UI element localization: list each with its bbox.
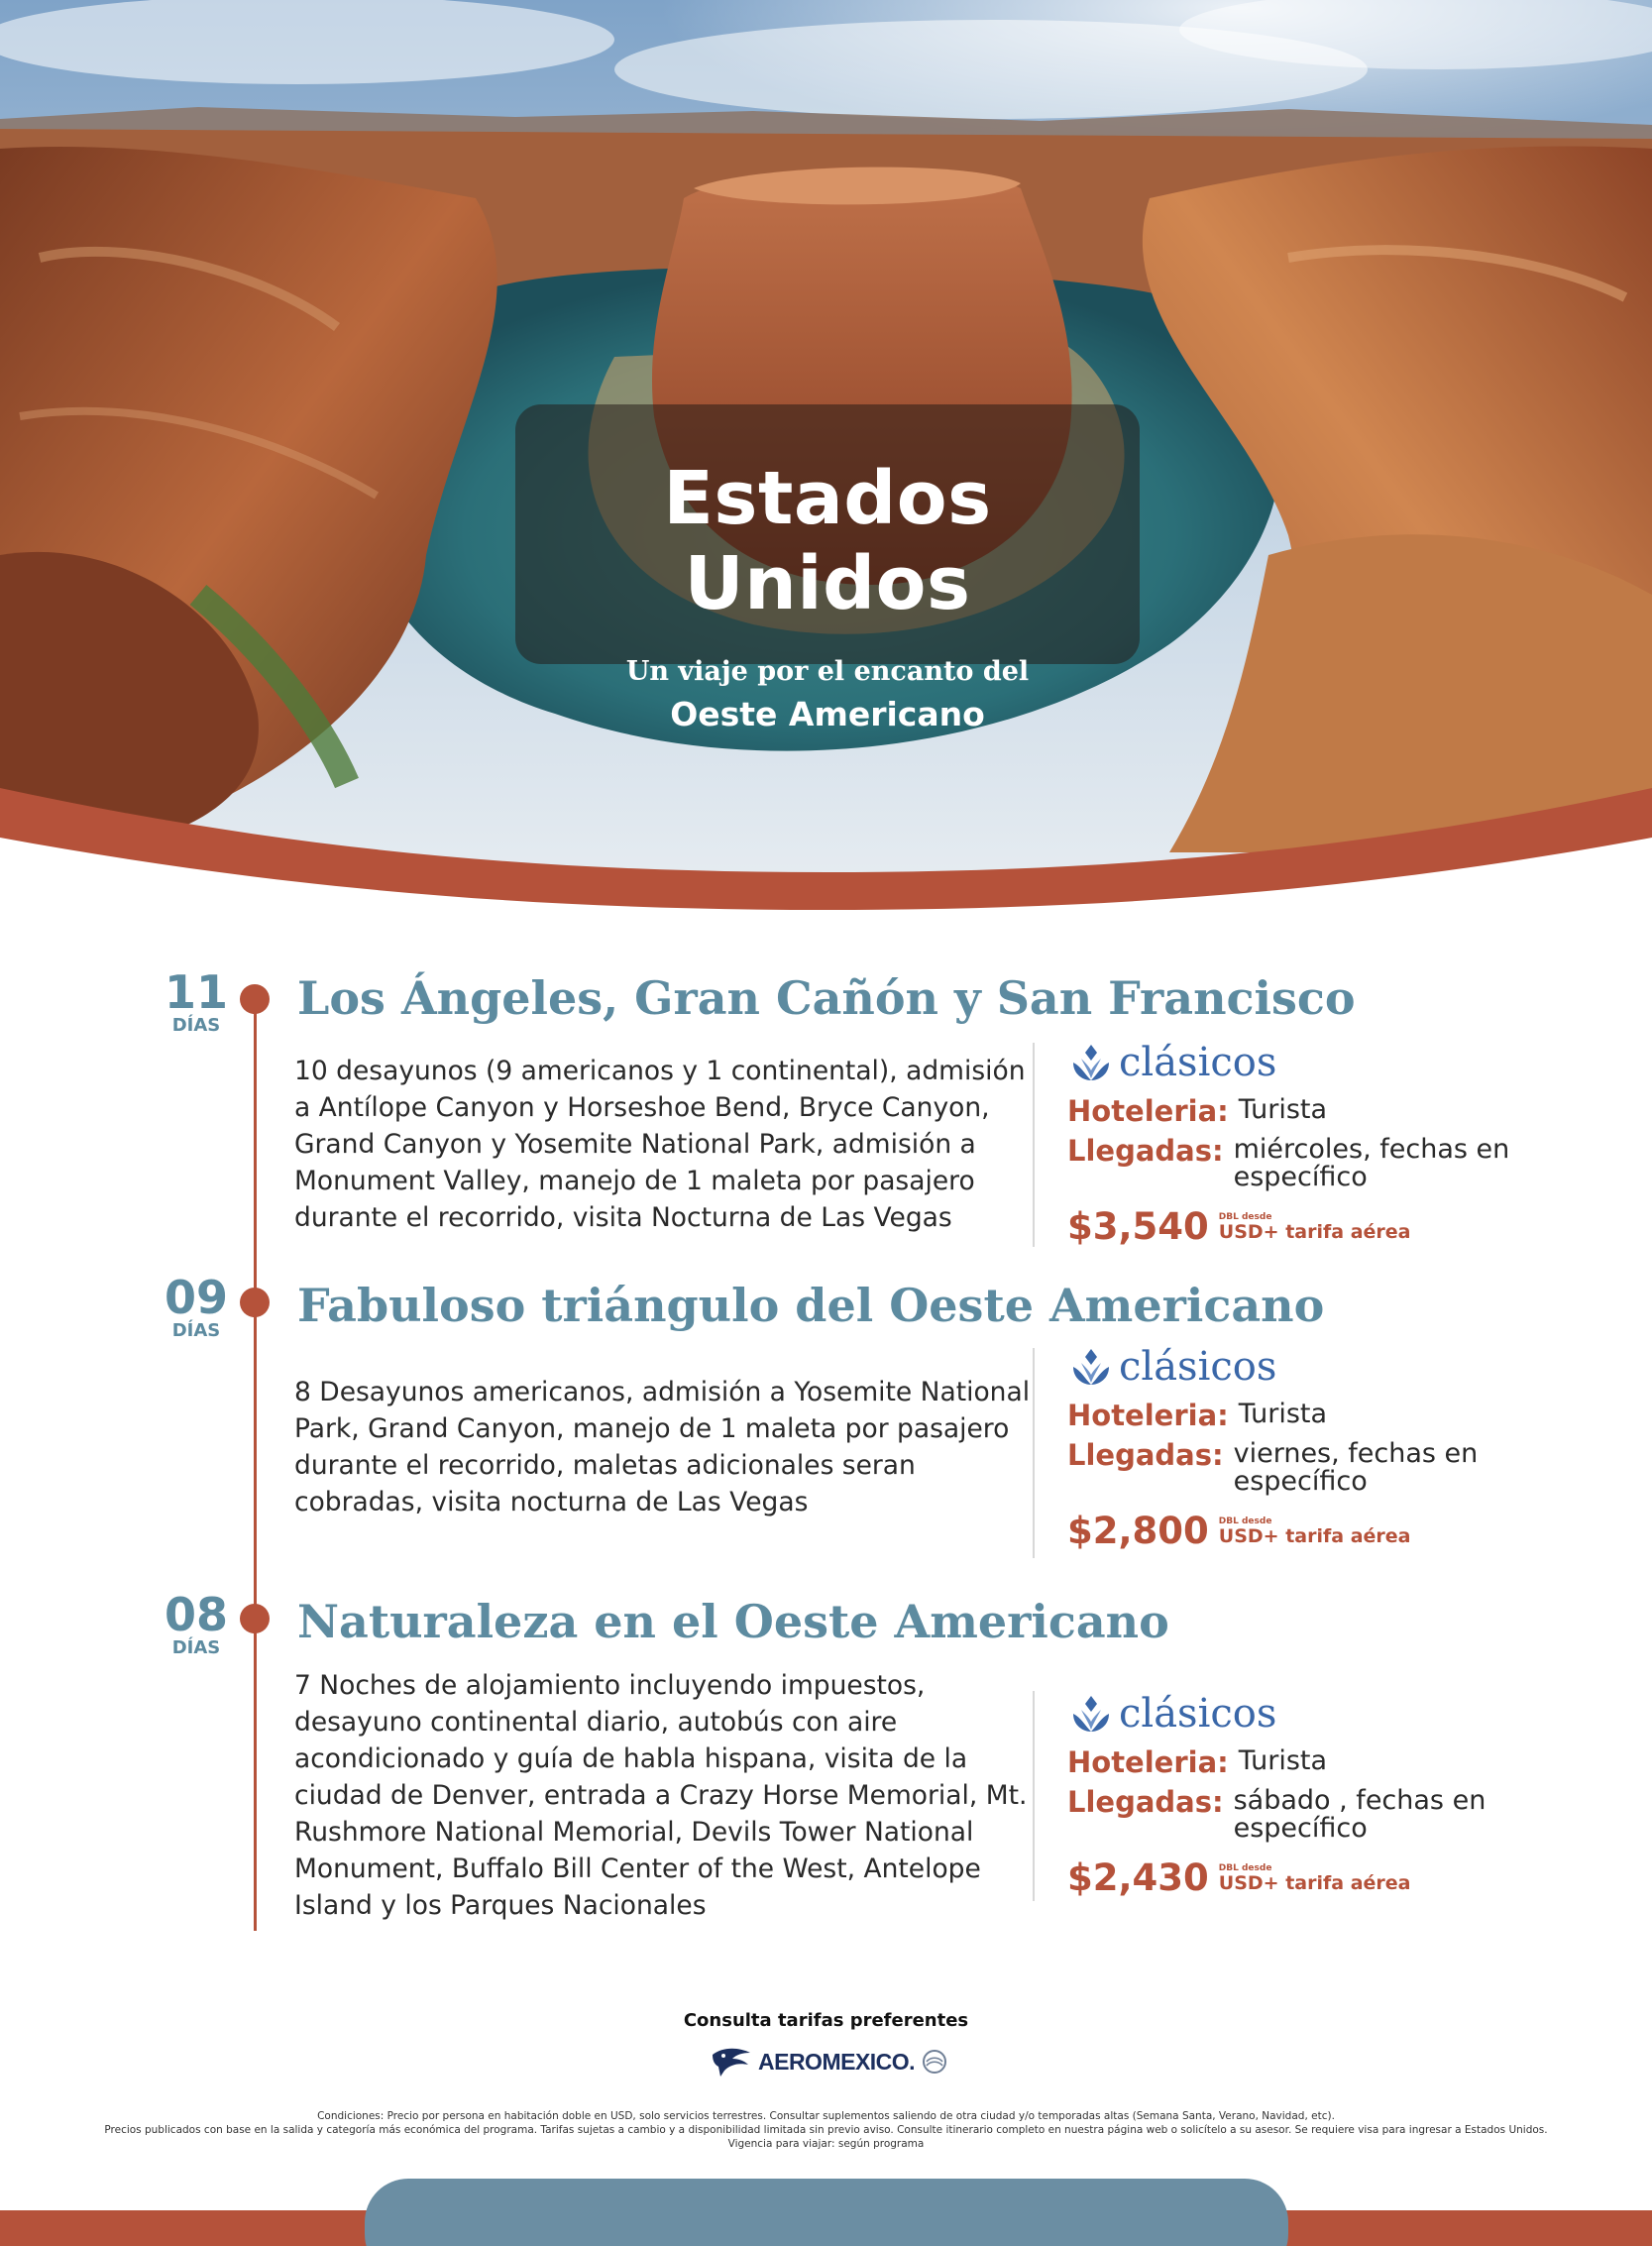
hero-title-box — [515, 404, 1140, 733]
brand-name: clásicos — [1119, 1040, 1277, 1085]
arrivals-value: sábado , fechas en específico — [1233, 1785, 1487, 1844]
tour-title: Los Ángeles, Gran Cañón y San Francisco — [297, 971, 1356, 1025]
price-note-small: DBL desde — [1218, 1516, 1272, 1526]
brand-logo — [1067, 1341, 1622, 1393]
hotel-label: Hoteleria: — [1067, 1094, 1229, 1128]
price: $3,540 — [1067, 1205, 1209, 1248]
tour-description: 10 desayunos (9 americanos y 1 continental), admisión a Antílope Canyon y Horseshoe Bend, Bryce Canyon, Grand Canyon y Yosemite National Park, admisión a Monument Valley, manejo de 1 maleta por pasajero durante el recorrido, visita Nocturna de Las Vegas — [294, 1056, 1026, 1233]
legal-line-1: Condiciones: Precio por persona en habitación doble en USD, solo servicios terrestres. Consultar suplementos saliendo de otra ciudad y/o temporadas altas (Semana Santa, Verano, Navidad, etc). — [317, 2110, 1335, 2122]
arrivals-value: miércoles, fechas en específico — [1233, 1134, 1510, 1192]
brand-logo — [1067, 1037, 1622, 1088]
legal-line-2: Precios publicados con base en la salida y categoría más económica del programa. Tarifas sujetas a cambio y a disponibilidad limitada sin previo aviso. Consulte itinerario completo en nuestra página web o solicítelo a su asesor. Se requiere visa para ingresar a Estados Unidos. — [104, 2124, 1548, 2136]
hotel-value: Turista — [1238, 1094, 1328, 1125]
hotel-value: Turista — [1238, 1745, 1328, 1776]
timeline-dot — [240, 984, 270, 1014]
price-note-main: USD+ tarifa aérea — [1218, 1871, 1411, 1894]
divider — [1033, 1348, 1035, 1558]
package-info — [1067, 1037, 1622, 1248]
page-subtitle-highlight: Oeste Americano — [670, 695, 985, 733]
arrivals-label: Llegadas: — [1067, 1785, 1224, 1819]
tour-days-label: DÍAS — [171, 1637, 221, 1658]
page-title: Estados Unidos — [663, 456, 992, 626]
tour-days-number: 08 — [164, 1588, 228, 1641]
price: $2,430 — [1067, 1856, 1209, 1899]
price-row — [1067, 1205, 1622, 1248]
price-row — [1067, 1856, 1622, 1899]
price-note-main: USD+ tarifa aérea — [1218, 1220, 1411, 1243]
price-note-small: DBL desde — [1218, 1862, 1272, 1873]
hotel-row — [1067, 1399, 1622, 1432]
timeline-dot — [240, 1288, 270, 1317]
timeline-dot — [240, 1604, 270, 1633]
arrivals-label: Llegadas: — [1067, 1438, 1224, 1472]
brand-name: clásicos — [1119, 1344, 1277, 1390]
brand-name: clásicos — [1119, 1691, 1277, 1737]
tour-title: Fabuloso triángulo del Oeste Americano — [297, 1279, 1325, 1332]
brand-logo — [1067, 1688, 1622, 1740]
hotel-label: Hoteleria: — [1067, 1745, 1229, 1779]
price-note — [1219, 1212, 1411, 1242]
price-note — [1219, 1863, 1411, 1893]
hotel-row — [1067, 1745, 1622, 1779]
arrivals-row — [1067, 1438, 1622, 1496]
lotus-logo-icon — [1067, 1345, 1115, 1389]
hotel-value: Turista — [1238, 1399, 1328, 1429]
price-note-main: USD+ tarifa aérea — [1218, 1524, 1411, 1547]
airline-logo — [711, 2042, 948, 2081]
divider — [1033, 1691, 1035, 1901]
aeromexico-eagle-logo-icon — [711, 2045, 752, 2078]
price: $2,800 — [1067, 1510, 1209, 1552]
price-note — [1219, 1516, 1411, 1546]
tour-days-number: 11 — [164, 965, 228, 1019]
tour-days-label: DÍAS — [171, 1320, 221, 1341]
hero-banner — [0, 0, 1652, 922]
legal-conditions — [20, 2109, 1632, 2151]
tour-days-label: DÍAS — [171, 1015, 221, 1036]
package-info — [1067, 1341, 1622, 1552]
hotel-row — [1067, 1094, 1622, 1128]
tour-description: 8 Desayunos americanos, admisión a Yosemite National Park, Grand Canyon, manejo de 1 maleta por pasajero durante el recorrido, maletas adicionales seran cobradas, visita nocturna de Las Vegas — [294, 1377, 1031, 1517]
consulta-tarifas-text: Consulta tarifas preferentes — [683, 2010, 969, 2031]
tour-title: Naturaleza en el Oeste Americano — [297, 1595, 1169, 1648]
package-info — [1067, 1688, 1622, 1899]
arrivals-label: Llegadas: — [1067, 1134, 1224, 1168]
divider — [1033, 1043, 1035, 1247]
timeline-line — [254, 991, 257, 1931]
bottom-pill — [365, 2179, 1288, 2246]
lotus-logo-icon — [1067, 1692, 1115, 1736]
lotus-logo-icon — [1067, 1041, 1115, 1084]
airline-name: AEROMEXICO. — [758, 2048, 916, 2075]
tour-days-number: 09 — [164, 1271, 228, 1324]
skyteam-logo-icon — [921, 2048, 948, 2076]
hotel-label: Hoteleria: — [1067, 1399, 1229, 1432]
price-row — [1067, 1510, 1622, 1552]
arrivals-value: viernes, fechas en específico — [1233, 1438, 1479, 1497]
tour-description: 7 Noches de alojamiento incluyendo impuestos, desayuno continental diario, autobús con aire acondicionado y guía de habla hispana, visita de la ciudad de Denver, entrada a Crazy Horse Memorial, Mt. Rushmore National Memorial, Devils Tower National Monument, Buffalo Bill Center of the West, Antelope Island y los Parques Nacionales — [294, 1670, 1028, 1921]
arrivals-row — [1067, 1134, 1622, 1191]
arrivals-row — [1067, 1785, 1622, 1843]
page-subtitle: Un viaje por el encanto del — [625, 656, 1030, 687]
legal-line-3: Vigencia para viajar: según programa — [727, 2138, 925, 2150]
price-note-small: DBL desde — [1218, 1211, 1272, 1222]
